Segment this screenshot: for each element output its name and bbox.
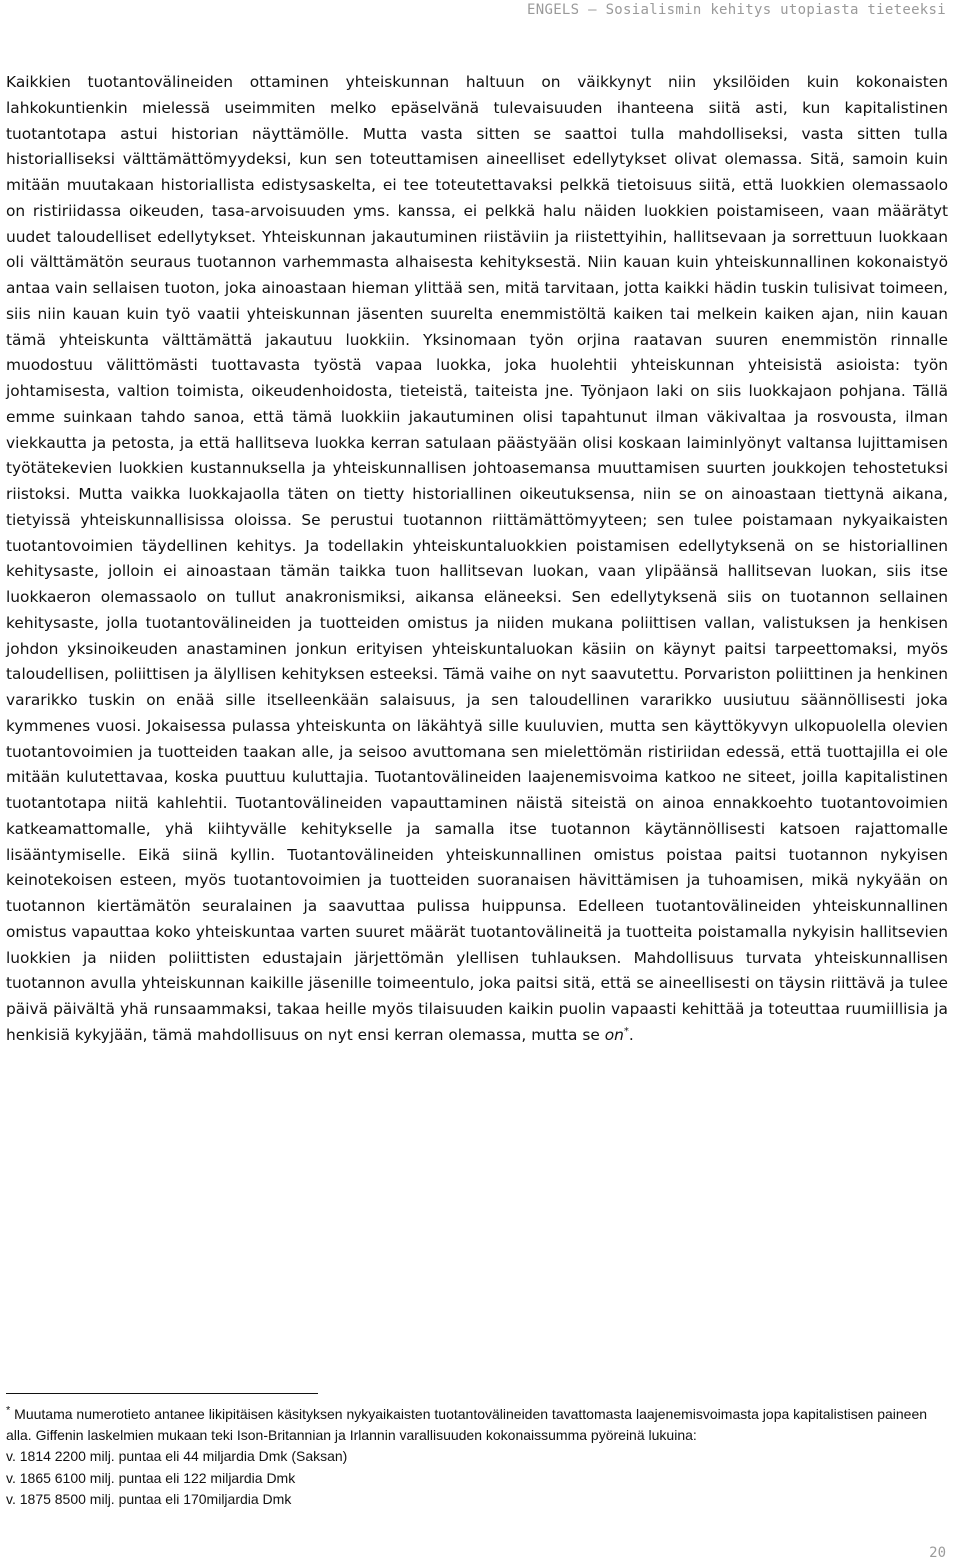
footnote-divider bbox=[6, 1393, 318, 1394]
footnote-text: Muutama numerotieto antanee likipitäisen käsityksen nykyaikaisten tuotantovälineiden tavattomasta laajenemisvoimasta jopa kapitalistisen paineen alla. Giffenin laskelmien mukaan teki Ison-Britannian ja Irlannin varallisuuden kokonaissumma pyöreinä lukuina: bbox=[6, 1406, 928, 1444]
running-header: ENGELS – Sosialismin kehitys utopiasta tieteeksi bbox=[527, 2, 946, 18]
footnote-line: v. 1814 2200 milj. puntaa eli 44 miljardia Dmk (Saksan) bbox=[6, 1448, 348, 1465]
closing-punctuation: . bbox=[628, 1025, 634, 1044]
footnote-reference-word: on bbox=[604, 1025, 624, 1044]
page-number: 20 bbox=[929, 1545, 946, 1561]
footnote bbox=[6, 1404, 950, 1510]
paragraph-text: Kaikkien tuotantovälineiden ottaminen yhteiskunnan haltuun on väikkynyt niin yksilöiden kuin kokonaisten lahkokuntienkin mielessä useimmiten melko epäselvänä tulevaisuuden ihanteena siitä asti, kun kapitalistinen tuotantotapa astui historian näyttämölle. Mutta vasta sitten se saattoi tulla mahdolliseksi, vasta sitten tulla historialliseksi välttämättömyydeksi, kun sen toteuttamisen aineelliset edellytykset olivat olemassa. Sitä, samoin kuin mitään muutakaan historiallista edistysaskelta, ei tee toteutettavaksi pelkkä tietoisuus siitä, että luokkien olemassaolo on ristiriidassa oikeuden, tasa-arvoisuuden yms. kanssa, ei pelkkä halu näiden luokkien poistamiseen, vaan määrätyt uudet taloudelliset edellytykset. Yhteiskunnan jakautuminen riistäviin ja riistettyihin, hallitsevaan ja sorrettuun luokkaan oli välttämätön seuraus tuotannon varhemmasta alhaisesta kehityksestä. Niin kauan kuin yhteiskunnallinen kokonaistyö antaa vain sellaisen tuoton, joka ainoastaan hieman ylittää sen, mitä tarvitaan, jotta kaikki hädin tuskin tulisivat toimeen, siis niin kauan kuin työ vaatii yhteiskunnan jäsenten suurelta enemmistöltä kaiken tai melkein kaiken ajan, niin kauan tämä yhteiskunta välttämättä jakautuu luokkiin. Yksinomaan työn orjina raatavan suuren enemmistön rinnalle muodostuu välittömästi tuottavasta työstä vapaa luokka, joka huolehtii yhteiskunnan yhteisistä asioista: työn johtamisesta, valtion toimista, oikeudenhoidosta, tieteistä, taiteista jne. Työnjaon laki on siis luokkajaon pohjana. Tällä emme suinkaan tahdo sanoa, että tämä luokkiin jakautuminen olisi tapahtunut ilman väkivaltaa ja rosvousta, ilman viekkautta ja petosta, ja että hallitseva luokka kerran satulaan päästyään olisi koskaan laiminlyönyt valtansa lujittamisen työtätekevien luokkien kustannuksella ja yhteiskunnallisen johtoasemansa muuttamisen suurten joukkojen tehostetuksi riistoksi. Mutta vaikka luokkajaolla täten on tietty historiallinen oikeutuksensa, niin se on ainoastaan tiettynä aikana, tietyissä yhteiskunnallisissa oloissa. Se perustui tuotannon riittämättömyyteen; sen tulee poistamaan nykyaikaisten tuotantovoimien täydellinen kehitys. Ja todellakin yhteiskuntaluokkien poistamisen edellytyksenä on se historiallinen kehitysaste, jolloin ei ainoastaan tämän taikka tuon hallitsevan luokan, vaan ylipäänsä hallitsevan luokan, siis itse luokkaeron olemassaolo on tullut anakronismiksi, aikansa eläneeksi. Sen edellytyksenä siis on tuotannon sellainen kehitysaste, jolla tuotantovälineiden ja tuotteiden omistus ja niiden mukana poliittisen vallan, valistuksen ja henkisen johdon yksinoikeuden anastaminen jonkun erityisen yhteiskuntaluokan käsiin on käynyt paitsi tarpeettomaksi, myös taloudellisen, poliittisen ja älyllisen kehityksen esteeksi. Tämä vaihe on nyt saavutettu. Porvariston poliittinen ja henkinen vararikko tuskin on enää sille itselleenkään salaisuus, ja sen taloudellinen vararikko uusiutuu säännöllisesti joka kymmenes vuosi. Jokaisessa pulassa yhteiskunta on läkähtyä sille kuuluvien, mutta sen käyttökyvyn ulkopuolella olevien tuotantovoimien ja tuotteiden taakan alle, ja seisoo avuttomana sen mielettömän ristiriidan edessä, että tuottajilla ei ole mitään kulutettavaa, koska puuttuu kuluttajia. Tuotantovälineiden laajenemisvoima katkoo ne siteet, joilla kapitalistinen tuotantotapa niitä kahlehtii. Tuotantovälineiden vapauttaminen näistä siteistä on ainoa ennakkoehto tuotantovoimien katkeamattomalle, yhä kiihtyvälle kehitykselle ja samalla itse tuotannon käytännöllisesti katsoen rajattomalle lisääntymiselle. Eikä siinä kyllin. Tuotantovälineiden yhteiskunnallinen omistus poistaa paitsi tuotannon nykyisen keinotekoisen esteen, myös tuotantovoimien ja tuotteiden suoranaisen hävittämisen ja tuhoamisen, mikä nykyään on tuotannon kiertämätön seuralainen ja saavuttaa pulissa huippunsa. Edelleen tuotantovälineiden yhteiskunnallinen omistus vapauttaa koko yhteiskuntaa varten suuret määrät tuotantovälineitä ja tuotteita poistamalla nykyisin hallitsevien luokkien ja niiden poliittisten edustajain järjettömän ylellisen tuhlauksen. Mahdollisuus turvata yhteiskunnallisen tuotannon avulla yhteiskunnan kaikille jäsenille toimeentulo, joka paitsi sitä, että se aineellisesti on täysin riittävä ja tulee päivä päivältä yhä runsaammaksi, takaa heille myös tilaisuuden kaikin puolin vapaasti kehittää ja toteuttaa ruumiillisia ja henkisiä kykyjään, tämä mahdollisuus on nyt ensi kerran olemassa, mutta se bbox=[6, 73, 948, 1044]
footnote-body bbox=[6, 1404, 950, 1446]
main-paragraph bbox=[6, 70, 948, 1049]
footnote-line: v. 1875 8500 milj. puntaa eli 170miljardia Dmk bbox=[6, 1490, 292, 1507]
footnote-reference-marker[interactable]: * bbox=[623, 1025, 629, 1037]
footnote-marker: * bbox=[6, 1404, 11, 1417]
footnote-line: v. 1865 6100 milj. puntaa eli 122 miljardia Dmk bbox=[6, 1469, 296, 1486]
